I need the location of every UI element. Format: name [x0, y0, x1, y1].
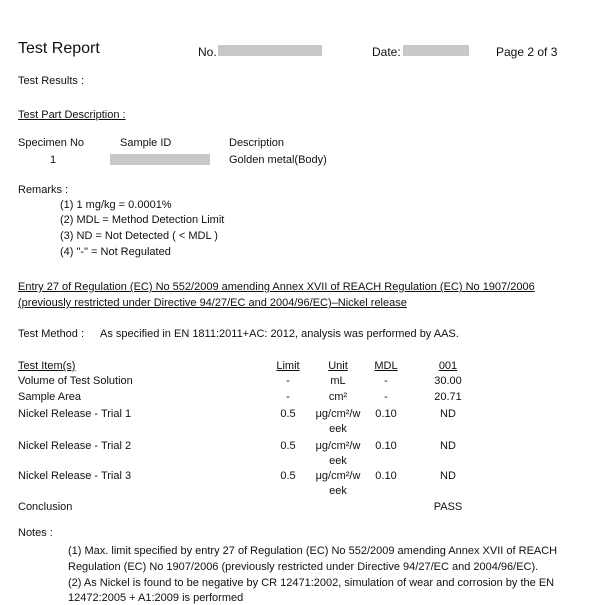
- table-row-result: ND: [440, 440, 456, 452]
- table-row-unit-cont: eek: [329, 455, 347, 467]
- table-row-unit: μg/cm²/w: [315, 440, 361, 452]
- description-value: Golden metal(Body): [229, 154, 327, 166]
- remark-item: (2) MDL = Method Detection Limit: [60, 214, 225, 226]
- test-method-text: As specified in EN 1811:2011+AC: 2012, analysis was performed by AAS.: [100, 328, 459, 340]
- table-row-limit: 0.5: [280, 470, 296, 482]
- part-description-heading: Test Part Description :: [18, 109, 126, 121]
- table-row-mdl: -: [384, 391, 388, 403]
- entry-heading-line2: (previously restricted under Directive 94/27/EC and 2004/96/EC)–Nickel release: [18, 297, 407, 309]
- page-number: Page 2 of 3: [496, 45, 558, 59]
- notes-label: Notes :: [18, 527, 53, 539]
- table-row-item: Nickel Release - Trial 3: [18, 470, 132, 482]
- note-line: 12472:2005 + A1:2009 is performed: [68, 592, 244, 604]
- specimen-no-value: 1: [50, 154, 57, 166]
- test-method-label: Test Method :: [18, 328, 85, 340]
- remark-item: (3) ND = Not Detected ( < MDL ): [60, 230, 218, 242]
- th-result-001: 001: [438, 360, 458, 372]
- table-row-result: 20.71: [434, 391, 462, 403]
- report-number-label: No.: [198, 45, 217, 59]
- note-line: (2) As Nickel is found to be negative by CR 12471:2002, simulation of wear and corrosion by the EN: [68, 577, 555, 589]
- table-row-item: Nickel Release - Trial 2: [18, 440, 132, 452]
- redacted-date: [403, 45, 469, 56]
- th-mdl: MDL: [374, 360, 398, 372]
- table-row-item: Nickel Release - Trial 1: [18, 408, 132, 420]
- remarks-label: Remarks :: [18, 184, 69, 196]
- test-results-label: Test Results :: [18, 75, 85, 87]
- entry-heading-line1: Entry 27 of Regulation (EC) No 552/2009 amending Annex XVII of REACH Regulation (EC) No 1907/2006: [18, 281, 535, 293]
- table-row-unit: cm²: [328, 391, 348, 403]
- table-row-result: ND: [440, 470, 456, 482]
- table-row-unit-cont: eek: [329, 423, 347, 435]
- redacted-sample-id: [110, 154, 210, 165]
- table-row-mdl: 0.10: [375, 470, 397, 482]
- remark-item: (4) "-" = Not Regulated: [60, 246, 171, 258]
- table-row-limit: 0.5: [280, 408, 296, 420]
- th-test-item: Test Item(s): [18, 360, 76, 372]
- remark-item: (1) 1 mg/kg = 0.0001%: [60, 199, 172, 211]
- table-row-unit-cont: eek: [329, 485, 347, 497]
- col-sample-id: Sample ID: [120, 137, 172, 149]
- table-row-unit: mL: [330, 375, 346, 387]
- col-specimen-no: Specimen No: [18, 137, 85, 149]
- table-row-item: Volume of Test Solution: [18, 375, 133, 387]
- table-row-mdl: -: [384, 375, 388, 387]
- table-row-unit: μg/cm²/w: [315, 408, 361, 420]
- conclusion-label: Conclusion: [18, 501, 73, 513]
- table-row-item: Sample Area: [18, 391, 81, 403]
- table-row-result: 30.00: [434, 375, 462, 387]
- note-line: (1) Max. limit specified by entry 27 of Regulation (EC) No 552/2009 amending Annex XVII of REACH: [68, 545, 558, 557]
- table-row-mdl: 0.10: [375, 408, 397, 420]
- table-row-limit: 0.5: [280, 440, 296, 452]
- conclusion-value: PASS: [433, 501, 463, 513]
- th-unit: Unit: [328, 360, 348, 372]
- th-limit: Limit: [276, 360, 300, 372]
- table-row-unit: μg/cm²/w: [315, 470, 361, 482]
- report-title: Test Report: [18, 40, 100, 57]
- table-row-result: ND: [440, 408, 456, 420]
- col-description: Description: [229, 137, 285, 149]
- table-row-limit: -: [286, 391, 290, 403]
- redacted-report-number: [218, 45, 322, 56]
- table-row-mdl: 0.10: [375, 440, 397, 452]
- date-label: Date:: [372, 45, 401, 59]
- table-row-limit: -: [286, 375, 290, 387]
- note-line: Regulation (EC) No 1907/2006 (previously restricted under Directive 94/27/EC and 2004/96/EC).: [68, 561, 539, 573]
